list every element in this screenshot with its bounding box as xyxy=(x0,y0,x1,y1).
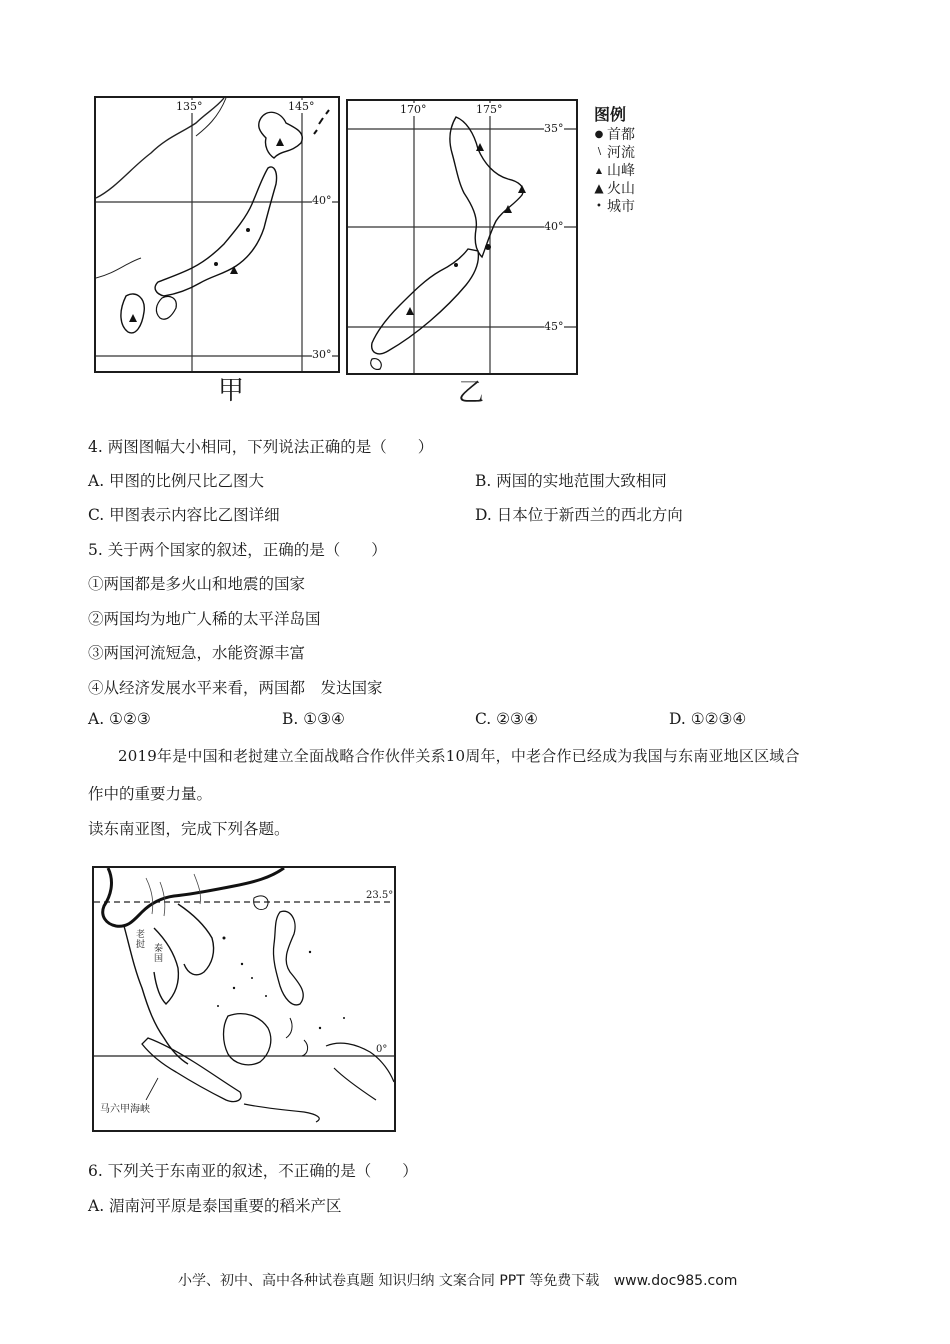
map-nz-lat-45: 45° xyxy=(544,320,564,333)
volcano-icon xyxy=(518,185,526,193)
city-icon xyxy=(454,263,458,267)
map-japan-lat-30: 30° xyxy=(312,348,332,361)
volcano-icon: ▲ xyxy=(594,181,604,195)
question-5-option-b[interactable]: B. ①③④ xyxy=(282,710,345,728)
passage-line-2: 作中的重要力量。 xyxy=(88,785,213,803)
city-icon xyxy=(214,262,218,266)
map-japan-lon-135: 135° xyxy=(176,100,203,113)
question-5-statement-3: ③两国河流短急，水能资源丰富 xyxy=(88,644,306,662)
map-nz-lat-40: 40° xyxy=(544,220,564,233)
question-5-statement-2: ②两国均为地广人稀的太平洋岛国 xyxy=(88,610,321,628)
map-sea-lat-0: 0° xyxy=(376,1044,388,1055)
question-5-option-a[interactable]: A. ①②③ xyxy=(88,710,151,728)
question-5-option-d[interactable]: D. ①②③④ xyxy=(669,710,747,728)
map-legend xyxy=(594,102,635,215)
question-6-option-a[interactable]: A. 湄南河平原是泰国重要的稻米产区 xyxy=(88,1197,342,1215)
question-5-statement-4: ④从经济发展水平来看，两国都 发达国家 xyxy=(88,679,383,697)
question-4-option-c[interactable]: C. 甲图表示内容比乙图详细 xyxy=(88,506,280,524)
map-newzealand-caption: 乙 xyxy=(458,378,485,408)
map-sea-lat-23-5: 23.5° xyxy=(366,890,394,901)
question-4-option-a[interactable]: A. 甲图的比例尺比乙图大 xyxy=(88,472,265,490)
map-sea-label-laos: 老挝 xyxy=(136,930,146,950)
legend-item-river: ∖ 河流 xyxy=(595,145,635,161)
legend-title: 图例 xyxy=(594,105,627,124)
map-nz-lon-175: 175° xyxy=(476,103,503,116)
map-southeast-asia xyxy=(92,866,396,1132)
question-5-statement-1: ①两国都是多火山和地震的国家 xyxy=(88,575,306,593)
question-4-stem: 4. 两图图幅大小相同，下列说法正确的是（ ） xyxy=(88,438,434,456)
question-4-option-b[interactable]: B. 两国的实地范围大致相同 xyxy=(475,472,667,490)
capital-icon xyxy=(485,244,491,250)
city-icon xyxy=(246,228,250,232)
map-nz-lon-170: 170° xyxy=(400,103,427,116)
map-newzealand xyxy=(346,99,578,375)
question-5-option-c[interactable]: C. ②③④ xyxy=(475,710,538,728)
legend-item-peak: ▲ 山峰 xyxy=(595,163,635,179)
footer-text: 小学、初中、高中各种试卷真题 知识归纳 文案合同 PPT 等免费下载 xyxy=(178,1273,600,1289)
map-japan xyxy=(94,96,340,373)
city-icon: • xyxy=(596,200,602,212)
map-sea-label-malacca: 马六甲海峡 xyxy=(100,1100,150,1115)
map-sea-drawing xyxy=(94,868,394,1130)
question-4-option-d[interactable]: D. 日本位于新西兰的西北方向 xyxy=(475,506,683,524)
question-5-stem: 5. 关于两个国家的叙述，正确的是（ ） xyxy=(88,541,387,559)
map-japan-caption: 甲 xyxy=(218,376,245,406)
volcano-icon xyxy=(230,266,238,274)
map-nz-lat-35: 35° xyxy=(544,122,564,135)
map-newzealand-drawing xyxy=(348,101,576,373)
volcano-icon xyxy=(276,138,284,146)
footer-url[interactable]: www.doc985.com xyxy=(613,1273,738,1289)
volcano-icon xyxy=(406,307,414,315)
legend-item-city: • 城市 xyxy=(594,197,635,215)
map-japan-lon-145: 145° xyxy=(288,100,315,113)
page-footer xyxy=(178,1270,737,1290)
map-japan-drawing xyxy=(96,98,338,371)
map-sea-label-thailand: 泰国 xyxy=(154,944,164,964)
peak-icon: ▲ xyxy=(595,165,603,175)
legend-item-capital: ● 首都 xyxy=(594,127,635,143)
capital-icon: ● xyxy=(594,128,604,140)
volcano-icon xyxy=(129,314,137,322)
passage-instruction: 读东南亚图，完成下列各题。 xyxy=(88,820,290,838)
river-icon: ∖ xyxy=(595,146,603,158)
question-6-stem: 6. 下列关于东南亚的叙述，不正确的是（ ） xyxy=(88,1162,418,1180)
map-japan-lat-40: 40° xyxy=(312,194,332,207)
passage-line-1: 2019年是中国和老挝建立全面战略合作伙伴关系10周年，中老合作已经成为我国与东南亚地区区域合 xyxy=(118,747,800,765)
legend-item-volcano: ▲ 火山 xyxy=(594,181,635,197)
